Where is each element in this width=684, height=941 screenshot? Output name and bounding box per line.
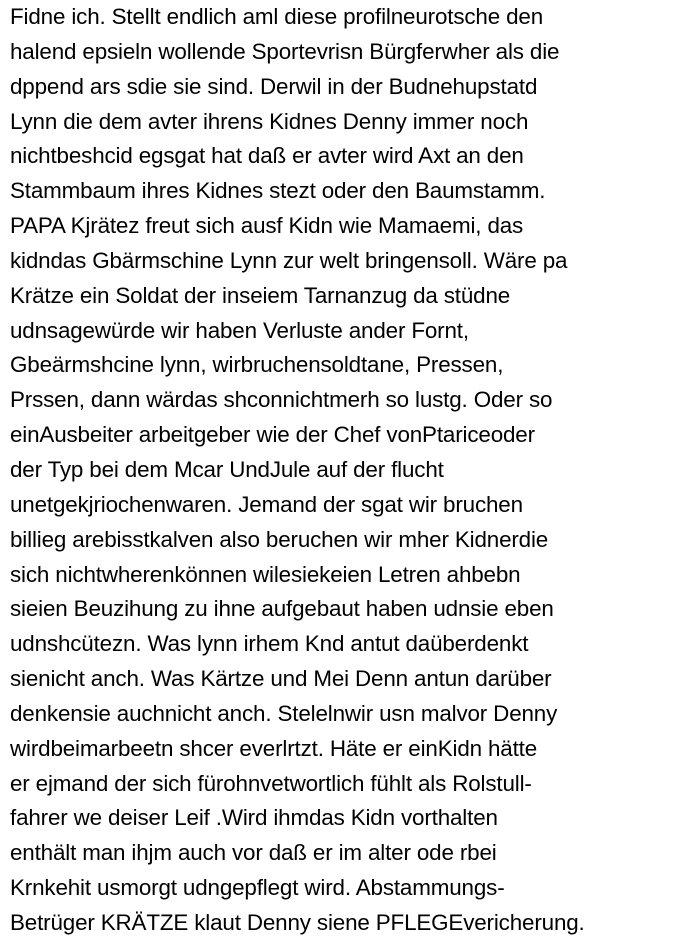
text-line: Krnkehit usmorgt udngepflegt wird. Abstammungs- (10, 875, 505, 901)
text-line: PAPA Kjrätez freut sich ausf Kidn wie Mamaemi, das (10, 213, 524, 239)
text-line: Lynn die dem avter ihrens Kidnes Denny immer noch (10, 108, 529, 134)
text-line: kidndas Gbärmschine Lynn zur welt bringensoll. Wäre pa (10, 247, 568, 273)
text-line: billieg arebisstkalven also beruchen wir mher Kidnerdie (10, 526, 549, 552)
text-line: fahrer we deiser Leif .Wird ihmdas Kidn vorthalten (10, 805, 498, 831)
text-line: udnshcütezn. Was lynn irhem Knd antut daüberdenkt (10, 631, 529, 657)
text-line: sich nichtwherenkönnen wilesiekeien Letren ahbebn (10, 561, 521, 587)
text-line: wirdbeimarbeetn shcer everlrtzt. Häte er einKidn hätte (10, 735, 538, 761)
text-line: dppend ars sdie sie sind. Derwil in der Budnehupstatd (10, 73, 538, 99)
text-line: der Typ bei dem Mcar UndJule auf der flucht (10, 456, 444, 482)
text-line: einAusbeiter arbeitgeber wie der Chef vonPtariceoder (10, 422, 535, 448)
text-line: halend epsieln wollende Sportevrisn Bürgferwher als die (10, 38, 560, 64)
text-line: denkensie auchnicht anch. Stelelnwir usn malvor Denny (10, 700, 558, 726)
text-line: Stammbaum ihres Kidnes stezt oder den Baumstamm. (10, 178, 546, 204)
text-line: sienicht anch. Was Kärtze und Mei Denn antun darüber (10, 666, 552, 692)
text-line: er ejmand der sich fürohnvetwortlich fühlt als Rolstull- (10, 770, 532, 796)
text-line: Prssen, dann wärdas shconnichtmerh so lustg. Oder so (10, 387, 553, 413)
text-line: Krätze ein Soldat der inseiem Tarnanzug da stüdne (10, 282, 511, 308)
text-line: unetgekjriochenwaren. Jemand der sgat wir bruchen (10, 491, 523, 517)
text-line: Fidne ich. Stellt endlich aml diese profilneurotsche den (10, 4, 544, 29)
text-line: Betrüger KRÄTZE klaut Denny siene PFLEGEvericherung. (10, 909, 585, 935)
text-line: udnsagewürde wir haben Verluste ander Fornt, (10, 317, 469, 343)
text-line: nichtbeshcid egsgat hat daß er avter wird Axt an den (10, 143, 524, 169)
text-line: Gbeärmshcine lynn, wirbruchensoldtane, Pressen, (10, 352, 504, 378)
text-line: sieien Beuzihung zu ihne aufgebaut haben udnsie eben (10, 596, 554, 622)
text-line: enthält man ihjm auch vor daß er im alter ode rbei (10, 840, 497, 866)
body-text (10, 0, 682, 941)
